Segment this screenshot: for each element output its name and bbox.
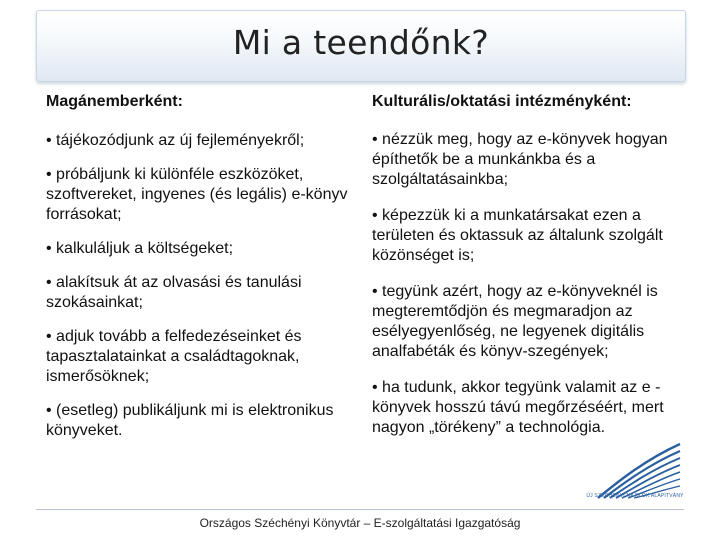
left-item-5: • adjuk tovább a felfedezéseinket és tapasztalatainkat a családtagoknak, ismerősöknek; — [46, 328, 302, 385]
right-column — [372, 92, 684, 454]
wave-lines-logo-icon — [590, 440, 682, 500]
logo-text: ÚJ SZÉCHENYI NA DLOK ALAPÍTVÁNY — [586, 493, 684, 499]
right-item-4: • ha tudunk, akkor tegyünk valamit az e -könyvek hosszú távú megőrzéséért, mert nagyon „törékeny” a technológia. — [372, 379, 664, 436]
left-item-1: • tájékozódjunk az új fejleményekről; — [46, 132, 305, 149]
left-column — [46, 92, 351, 455]
right-item-3: • tegyünk azért, hogy az e-könyveknél is megteremtődjön és megmaradjon az esélyegyenlőség, ne legyenek digitális analfabéták és könyv-szegények; — [372, 283, 658, 360]
footer-text: Országos Széchényi Könyvtár – E-szolgáltatási Igazgatóság — [199, 516, 521, 530]
left-item-2: • próbáljunk ki különféle eszközöket, szoftvereket, ingyenes (és legális) e-könyv forrásokat; — [46, 166, 348, 223]
right-item-2: • képezzük ki a munkatársakat ezen a területen és oktassuk az általunk szolgált közönséget is; — [372, 207, 663, 264]
right-item-1: • nézzük meg, hogy az e-könyvek hogyan építhetők be a munkánkba és a szolgáltatásainkba; — [372, 131, 668, 188]
title-box — [36, 10, 686, 82]
footer-divider — [36, 509, 684, 510]
slide-title: Mi a teendőnk? — [232, 23, 490, 62]
left-heading: Magánemberként: — [46, 93, 183, 110]
left-item-4: • alakítsuk át az olvasási és tanulási szokásainkat; — [46, 274, 302, 311]
left-item-3: • kalkuláljuk a költségeket; — [46, 240, 234, 257]
left-item-6: • (esetleg) publikáljunk mi is elektronikus könyveket. — [46, 402, 334, 439]
right-heading: Kulturális/oktatási intézményként: — [372, 93, 632, 110]
